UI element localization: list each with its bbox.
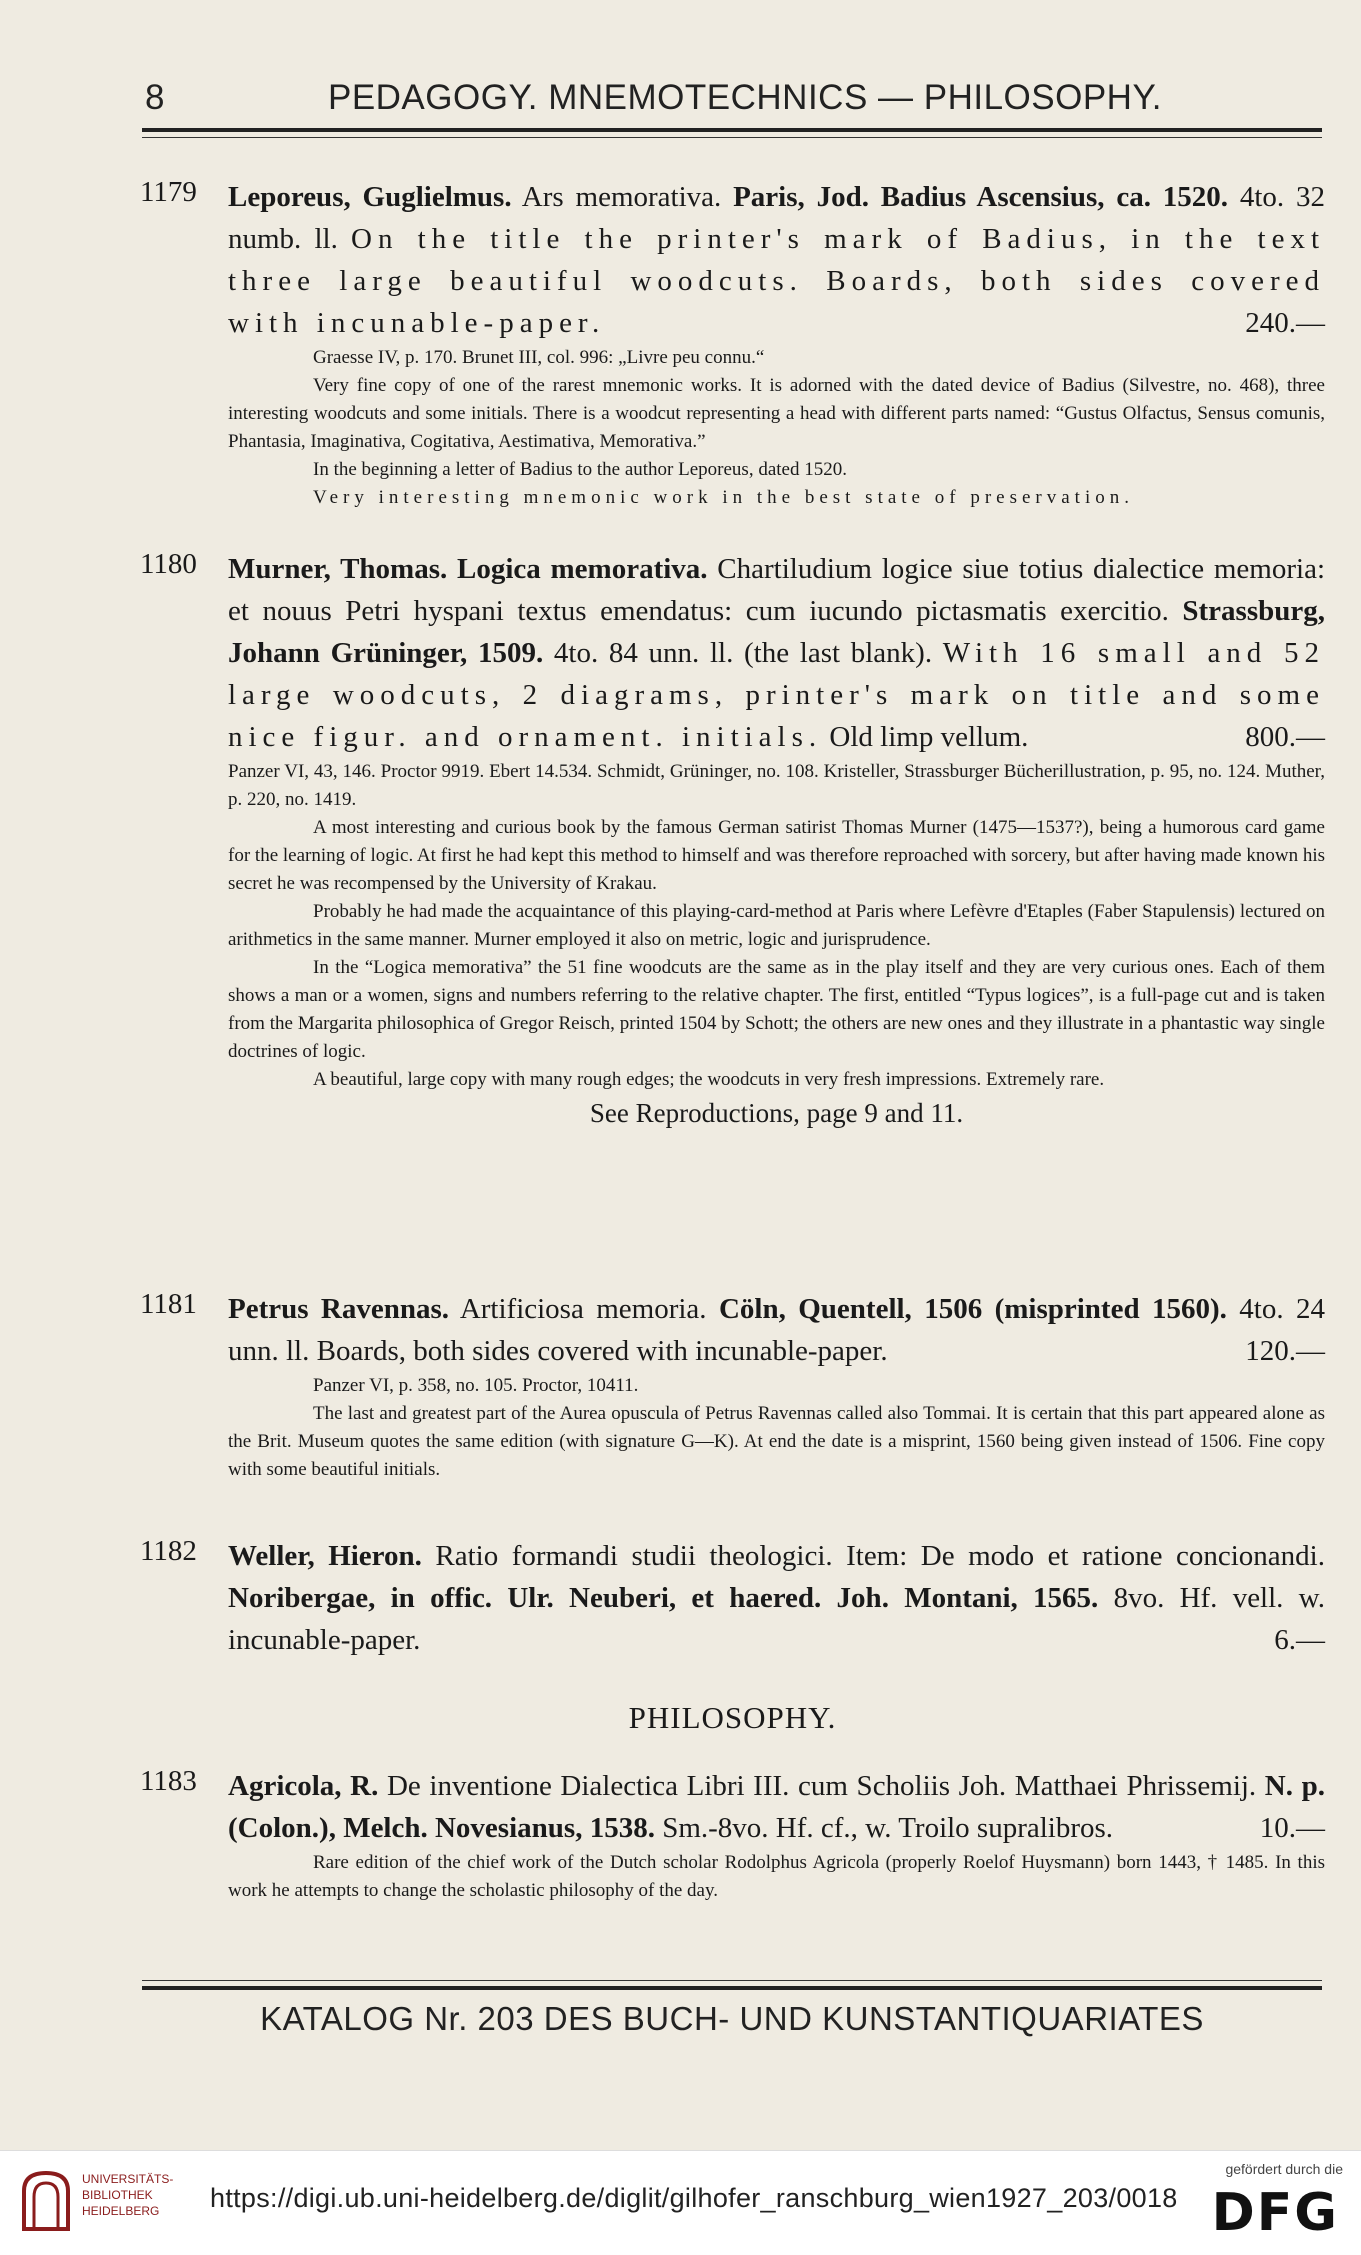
note-paragraph: A beautiful, large copy with many rough edges; the woodcuts in very fresh impressions. Extremely rare. — [313, 1069, 1105, 1090]
note-paragraph: A most interesting and curious book by the famous German satirist Thomas Murner (1475—1537?), being a humorous card game for the learning of logic. At first he had kept this method to himself and was therefore reproached with sorcery, but after having made known his secret he was recompensed by the University of Krakau. — [228, 817, 1325, 894]
catalog-entry-1182 — [140, 1535, 1325, 1661]
entry-title: De inventione Dialectica Libri III. cum Scholiis Joh. Matthaei Phrissemij. — [378, 1770, 1265, 1802]
page-number: 8 — [145, 78, 165, 117]
note-paragraph: Probably he had made the acquaintance of this playing-card-method at Paris where Lefèvre d'Etaples (Faber Stapulensis) lectured on arithmetics in the same manner. Murner employed it also on metric, logic and jurisprudence. — [228, 901, 1325, 950]
note-paragraph: Rare edition of the chief work of the Dutch scholar Rodolphus Agricola (properly Roelof Huysmann) born 1443, † 1485. In this work he attempts to change the scholastic philosophy of the day. — [228, 1852, 1325, 1901]
entry-title: Ratio formandi studii theologici. Item: De modo et ratione concionandi. — [421, 1540, 1325, 1572]
footer-rule-thin — [142, 1980, 1322, 1981]
entry-description — [228, 1535, 1325, 1661]
entry-collation: 4to. 24 unn. ll. Boards, both sides covered with incunable-paper. — [228, 1293, 1325, 1367]
running-title: PEDAGOGY. MNEMOTECHNICS — PHILOSOPHY. — [327, 78, 1163, 117]
note-paragraph: Panzer VI, p. 358, no. 105. Proctor, 10411. — [313, 1375, 639, 1396]
entry-author: Weller, Hieron. — [228, 1540, 422, 1572]
entry-imprint: N. p. (Colon.), Melch. Novesianus, 1538. — [228, 1770, 1325, 1844]
entry-highlight: With 16 small and 52 large woodcuts, 2 diagrams, printer's mark on title and some nice figur. and ornament. initials. — [228, 637, 1325, 753]
entry-number: 1180 — [140, 548, 197, 580]
entry-description — [228, 176, 1325, 344]
catalog-entry-1181 — [140, 1288, 1325, 1484]
entry-number: 1183 — [140, 1765, 197, 1797]
entry-imprint: Paris, Jod. Badius Ascensius, ca. 1520. — [733, 181, 1229, 213]
entry-notes — [228, 344, 1325, 512]
catalog-entry-1183 — [140, 1765, 1325, 1905]
note-paragraph: Graesse IV, p. 170. Brunet III, col. 996: „Livre peu connu.“ — [313, 347, 765, 368]
entry-collation: Sm.-8vo. Hf. cf., w. Troilo supralibros. — [654, 1812, 1114, 1844]
note-paragraph: In the beginning a letter of Badius to the author Leporeus, dated 1520. — [313, 459, 847, 480]
entry-price: 120.— — [1245, 1335, 1325, 1367]
dfg-logo-icon: DFG — [1211, 2183, 1339, 2243]
entry-notes — [228, 1372, 1325, 1484]
note-paragraph: Very fine copy of one of the rarest mnemonic works. It is adorned with the dated device of Badius (Silvestre, no. 468), three interesting woodcuts and some initials. There is a woodcut representing a head with different parts named: “Gustus Olfactus, Sensus comunis, Phantasia, Imaginativa, Cogitativa, Aestimativa, Memorativa.” — [228, 375, 1325, 452]
entry-price: 6.— — [1274, 1624, 1325, 1656]
entry-imprint: Noribergae, in offic. Ulr. Neuberi, et haered. Joh. Montani, 1565. — [228, 1582, 1099, 1614]
entry-author: Agricola, R. — [228, 1770, 379, 1802]
entry-highlight: On the title the printer's mark of Badius, in the text three large beautiful woodcuts. Boards, both sides covered with incunable-paper. — [228, 223, 1326, 339]
entry-title: Chartiludium logice siue totius dialectice memoria: et nouus Petri hyspani textus emendatus: cum iucundo pictasmatis exercitio. — [228, 553, 1326, 627]
library-name-line: UNIVERSITÄTS- — [82, 2172, 174, 2186]
catalog-entry-1179 — [140, 176, 1325, 512]
entry-description — [228, 548, 1325, 758]
entry-description — [228, 1765, 1325, 1849]
permalink-url[interactable]: https://digi.ub.uni-heidelberg.de/diglit/gilhofer_ranschburg_wien1927_203/0018 — [210, 2183, 1178, 2213]
library-name-line: BIBLIOTHEK — [82, 2188, 153, 2202]
entry-number: 1179 — [140, 176, 197, 208]
entry-price: 800.— — [1245, 721, 1325, 753]
library-name-line: HEIDELBERG — [82, 2204, 160, 2218]
footer-rule — [142, 1986, 1322, 1990]
entry-price: 10.— — [1259, 1812, 1325, 1844]
entry-imprint: Strassburg, Johann Grüninger, 1509. — [228, 595, 1325, 669]
viewer-bar — [0, 2150, 1361, 2255]
note-paragraph: The last and greatest part of the Aurea opuscula of Petrus Ravennas called also Tommai. It is certain that this part appeared alone as the Brit. Museum quotes the same edition (with signature G—K). At end the date is a misprint, 1560 being given instead of 1506. Fine copy with some beautiful initials. — [228, 1403, 1325, 1480]
entry-notes — [228, 1849, 1325, 1905]
header-rule-thin — [142, 137, 1322, 138]
note-paragraph: In the “Logica memorativa” the 51 fine woodcuts are the same as in the play itself and they are very curious ones. Each of them shows a man or a women, signs and numbers referring to the relative chapter. The first, entitled “Typus logices”, is a full-page cut and is taken from the Margarita philosophica of Gregor Reisch, printed 1504 by Schott; the others are new ones and they illustrate in a phantastic way single doctrines of logic. — [228, 957, 1325, 1062]
entry-number: 1182 — [140, 1535, 197, 1567]
entry-author: Petrus Ravennas. — [228, 1293, 450, 1325]
entry-author: Leporeus, Guglielmus. — [228, 181, 512, 213]
entry-collation: 8vo. Hf. vell. w. incunable-paper. — [228, 1582, 1325, 1656]
entry-price: 240.— — [1245, 307, 1325, 339]
see-also-link: See Reproductions, page 9 and 11. — [589, 1098, 964, 1128]
catalog-entry-1180 — [140, 548, 1325, 1129]
header-rule — [142, 128, 1322, 132]
entry-collation: 4to. 84 unn. ll. (the last blank). — [543, 637, 943, 669]
running-header — [145, 78, 1325, 118]
note-paragraph: Very interesting mnemonic work in the best state of preservation. — [313, 487, 1134, 508]
note-paragraph: Panzer VI, 43, 146. Proctor 9919. Ebert 14.534. Schmidt, Grüninger, no. 108. Kristeller, Strassburger Bücherillustration, p. 95, no. 124. Muther, p. 220, no. 1419. — [228, 761, 1325, 810]
entry-description — [228, 1288, 1325, 1372]
catalog-footer: KATALOG Nr. 203 DES BUCH- UND KUNSTANTIQUARIATES — [260, 2000, 1204, 2037]
entry-imprint: Cöln, Quentell, 1506 (misprinted 1560). — [718, 1293, 1227, 1325]
entry-notes — [228, 758, 1325, 1094]
library-name — [82, 2171, 173, 2219]
entry-title: Ars memorativa. — [511, 181, 734, 213]
entry-binding: Old limp vellum. — [822, 721, 1029, 753]
section-heading: PHILOSOPHY. — [628, 1700, 837, 1735]
entry-title: Artificiosa memoria. — [449, 1293, 719, 1325]
university-logo-icon — [18, 2169, 74, 2233]
entry-collation: 4to. 32 numb. ll. — [228, 181, 1325, 255]
entry-number: 1181 — [140, 1288, 197, 1320]
entry-author: Murner, Thomas. Logica memorativa. — [228, 553, 708, 585]
sponsor-label: gefördert durch die — [1225, 2161, 1343, 2177]
